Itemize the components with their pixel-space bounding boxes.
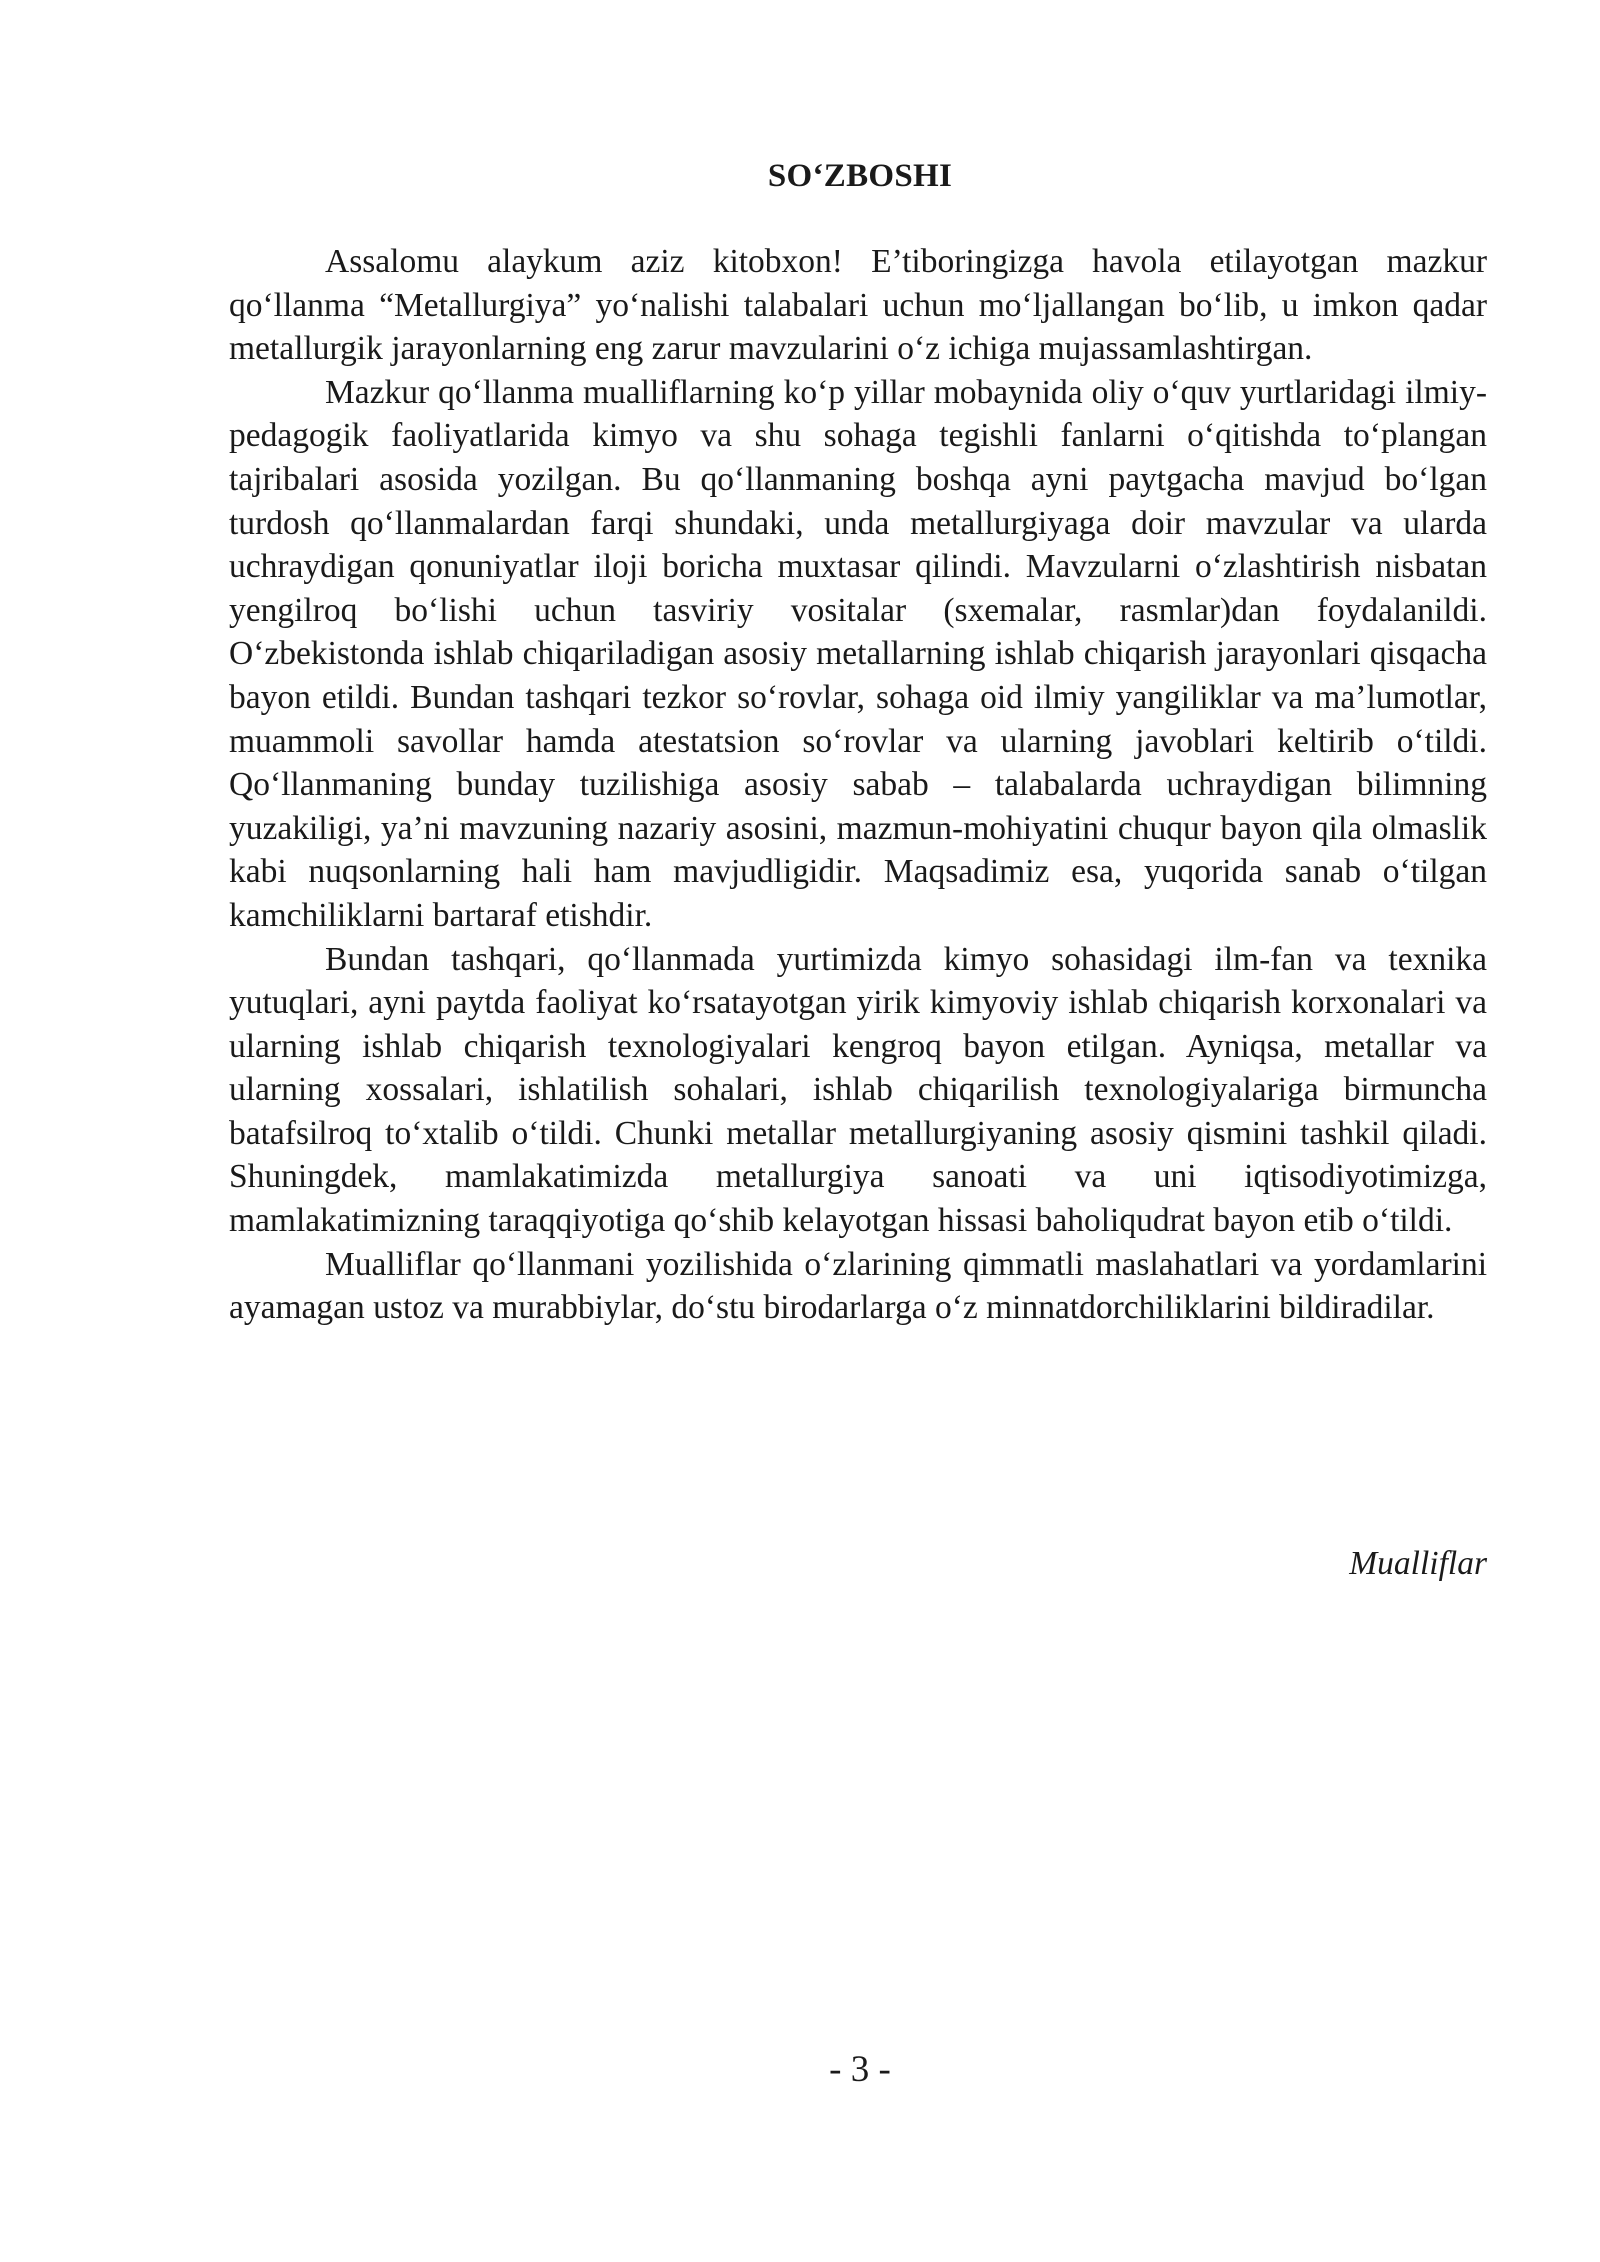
paragraph-4: Mualliflar qo‘llanmani yozilishida o‘zlarining qimmatli maslahatlari va yordamlarini ayamagan ustoz va murabbiylar, do‘stu birodarlarga o‘z minnatdorchiliklarini bildiradilar.: [229, 1245, 1487, 1327]
signature: Mualliflar: [1349, 1545, 1487, 1582]
paragraph-3: Bundan tashqari, qo‘llanmada yurtimizda kimyo sohasidagi ilm-fan va texnika yutuqlari, ayni paytda faoliyat ko‘rsatayotgan yirik kimyoviy ishlab chiqarish korxonalari va ularning ishlab chiqarish texnologiyalari kengroq bayon etilgan. Ayniqsa, metallar va ularning xossalari, ishlatilish sohalari, ishlab chiqarilish texnologiyalariga birmuncha batafsilroq to‘xtalib o‘tildi. Chunki metallar metallurgiyaning asosiy qismini tashkil qiladi. Shuningdek, mamlakatimizda metallurgiya sanoati va uni iqtisodiyotimizga, mamlakatimizning taraqqiyotiga qo‘shib kelayotgan hissasi baholiqudrat bayon etib o‘tildi.: [229, 940, 1487, 1240]
body-text: [229, 240, 1487, 1330]
paragraph-2: Mazkur qo‘llanma mualliflarning ko‘p yillar mobaynida oliy o‘quv yurtlaridagi ilmiy-pedagogik faoliyatlarida kimyo va shu sohaga tegishli fanlarni o‘qitishda to‘plangan tajribalari asosida yozilgan. Bu qo‘llanmaning boshqa ayni paytgacha mavjud bo‘lgan turdosh qo‘llanmalardan farqi shundaki, unda metallurgiyaga doir mavzular va ularda uchraydigan qonuniyatlar iloji boricha muxtasar qilindi. Mavzularni o‘zlashtirish nisbatan yengilroq bo‘lishi uchun tasviriy vositalar (sxemalar, rasmlar)dan foydalanildi. O‘zbekistonda ishlab chiqariladigan asosiy metallarning ishlab chiqarish jarayonlari qisqacha bayon etildi. Bundan tashqari tezkor so‘rovlar, sohaga oid ilmiy yangiliklar va ma’lumotlar, muammoli savollar hamda atestatsion so‘rovlar va ularning javoblari keltirib o‘tildi. Qo‘llanmaning bunday tuzilishiga asosiy sabab – talabalarda uchraydigan bilimning yuzakiligi, ya’ni mavzuning nazariy asosini, mazmun-mohiyatini chuqur bayon qila olmaslik kabi nuqsonlarning hali ham mavjudligidir. Maqsadimiz esa, yuqorida sanab o‘tilgan kamchiliklarni bartaraf etishdir.: [229, 373, 1487, 934]
page-number: - 3 -: [829, 2049, 891, 2090]
paragraph-1: Assalomu alaykum aziz kitobxon! E’tiboringizga havola etilayotgan mazkur qo‘llanma “Metallurgiya” yo‘nalishi talabalari uchun mo‘ljallangan bo‘lib, u imkon qadar metallurgik jarayonlarning eng zarur mavzularini o‘z ichiga mujassamlashtirgan.: [229, 243, 1487, 368]
page-title: SO‘ZBOSHI: [767, 158, 953, 194]
